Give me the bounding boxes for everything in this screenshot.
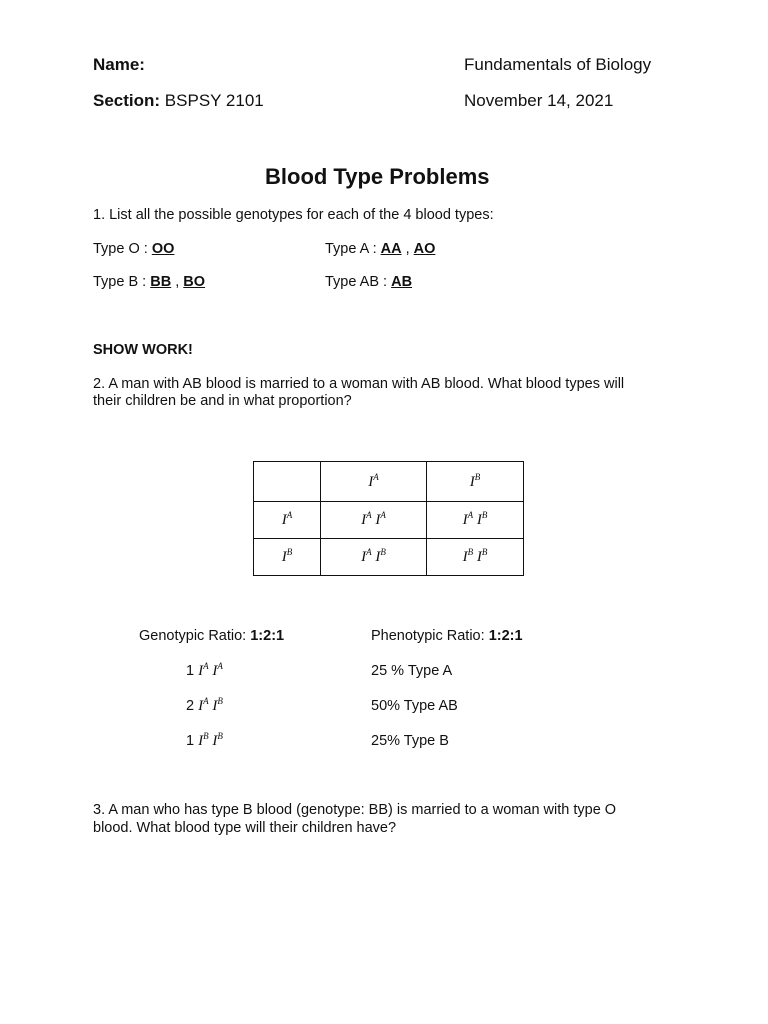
punnett-cell-1-2: $I^A$ $I^B$	[427, 502, 524, 539]
genotype-row-2: 2 $I^A$ $I^B$	[186, 696, 223, 714]
phenotypic-ratio-value: 1:2:1	[488, 628, 523, 644]
punnett-square	[253, 461, 524, 576]
name-label: Name:	[93, 55, 145, 74]
type-b-genotype-1: BB	[150, 274, 172, 290]
phenotype-row-1: 25 % Type A	[371, 663, 453, 679]
type-o-label: Type O :	[93, 241, 152, 257]
section-value: BSPSY 2101	[164, 91, 264, 110]
page-title: Blood Type Problems	[265, 164, 490, 189]
q2-line-2: their children be and in what proportion?	[93, 393, 352, 409]
type-o-line	[93, 241, 174, 257]
phenotype-row-3: 25% Type B	[371, 733, 449, 749]
course-title: Fundamentals of Biology	[464, 55, 652, 74]
punnett-row-2	[254, 539, 524, 576]
date: November 14, 2021	[464, 91, 614, 110]
section-line	[93, 91, 264, 111]
phenotypic-ratio-label: Phenotypic Ratio:	[371, 628, 489, 644]
phenotypic-ratio	[371, 628, 523, 644]
q3-line-2: blood. What blood type will their children have?	[93, 820, 397, 836]
type-a-label: Type A :	[325, 241, 381, 257]
type-ab-genotype: AB	[391, 274, 413, 290]
genotype-row-3: 1 $I^B$ $I^B$	[186, 731, 223, 749]
punnett-row-1	[254, 502, 524, 539]
punnett-corner-cell	[254, 462, 321, 502]
type-b-separator: ,	[171, 274, 184, 290]
genotypic-ratio	[139, 628, 284, 644]
genotype-row-1: 1 $I^A$ $I^A$	[186, 661, 223, 679]
q1-prompt: 1. List all the possible genotypes for each of the 4 blood types:	[93, 207, 494, 223]
punnett-header-row	[254, 462, 524, 502]
type-a-line	[325, 241, 435, 257]
punnett-cell-2-2: $I^B$ $I^B$	[427, 539, 524, 576]
punnett-row-header-2: $I^B$	[254, 539, 321, 576]
type-o-genotype: OO	[151, 241, 175, 257]
punnett-cell-1-1: $I^A$ $I^A$	[321, 502, 427, 539]
genotypic-ratio-value: 1:2:1	[250, 628, 285, 644]
q2-line-1: 2. A man with AB blood is married to a woman with AB blood. What blood types will	[93, 376, 625, 392]
show-work-heading: SHOW WORK!	[93, 342, 193, 358]
section-label: Section:	[93, 91, 161, 110]
punnett-cell-2-1: $I^A$ $I^B$	[321, 539, 427, 576]
q3-line-1: 3. A man who has type B blood (genotype: BB) is married to a woman with type O	[93, 802, 617, 818]
punnett-col-header-2: $I^B$	[427, 462, 524, 502]
type-a-separator: ,	[401, 241, 414, 257]
type-a-genotype-2: AO	[413, 241, 436, 257]
type-b-line	[93, 274, 205, 290]
type-b-genotype-2: BO	[183, 274, 206, 290]
punnett-row-header-1: $I^A$	[254, 502, 321, 539]
punnett-col-header-1: $I^A$	[321, 462, 427, 502]
type-b-label: Type B :	[93, 274, 151, 290]
genotypic-ratio-label: Genotypic Ratio:	[139, 628, 251, 644]
type-ab-label: Type AB :	[325, 274, 392, 290]
type-a-genotype-1: AA	[380, 241, 402, 257]
phenotype-row-2: 50% Type AB	[371, 698, 458, 714]
type-ab-line	[325, 274, 412, 290]
